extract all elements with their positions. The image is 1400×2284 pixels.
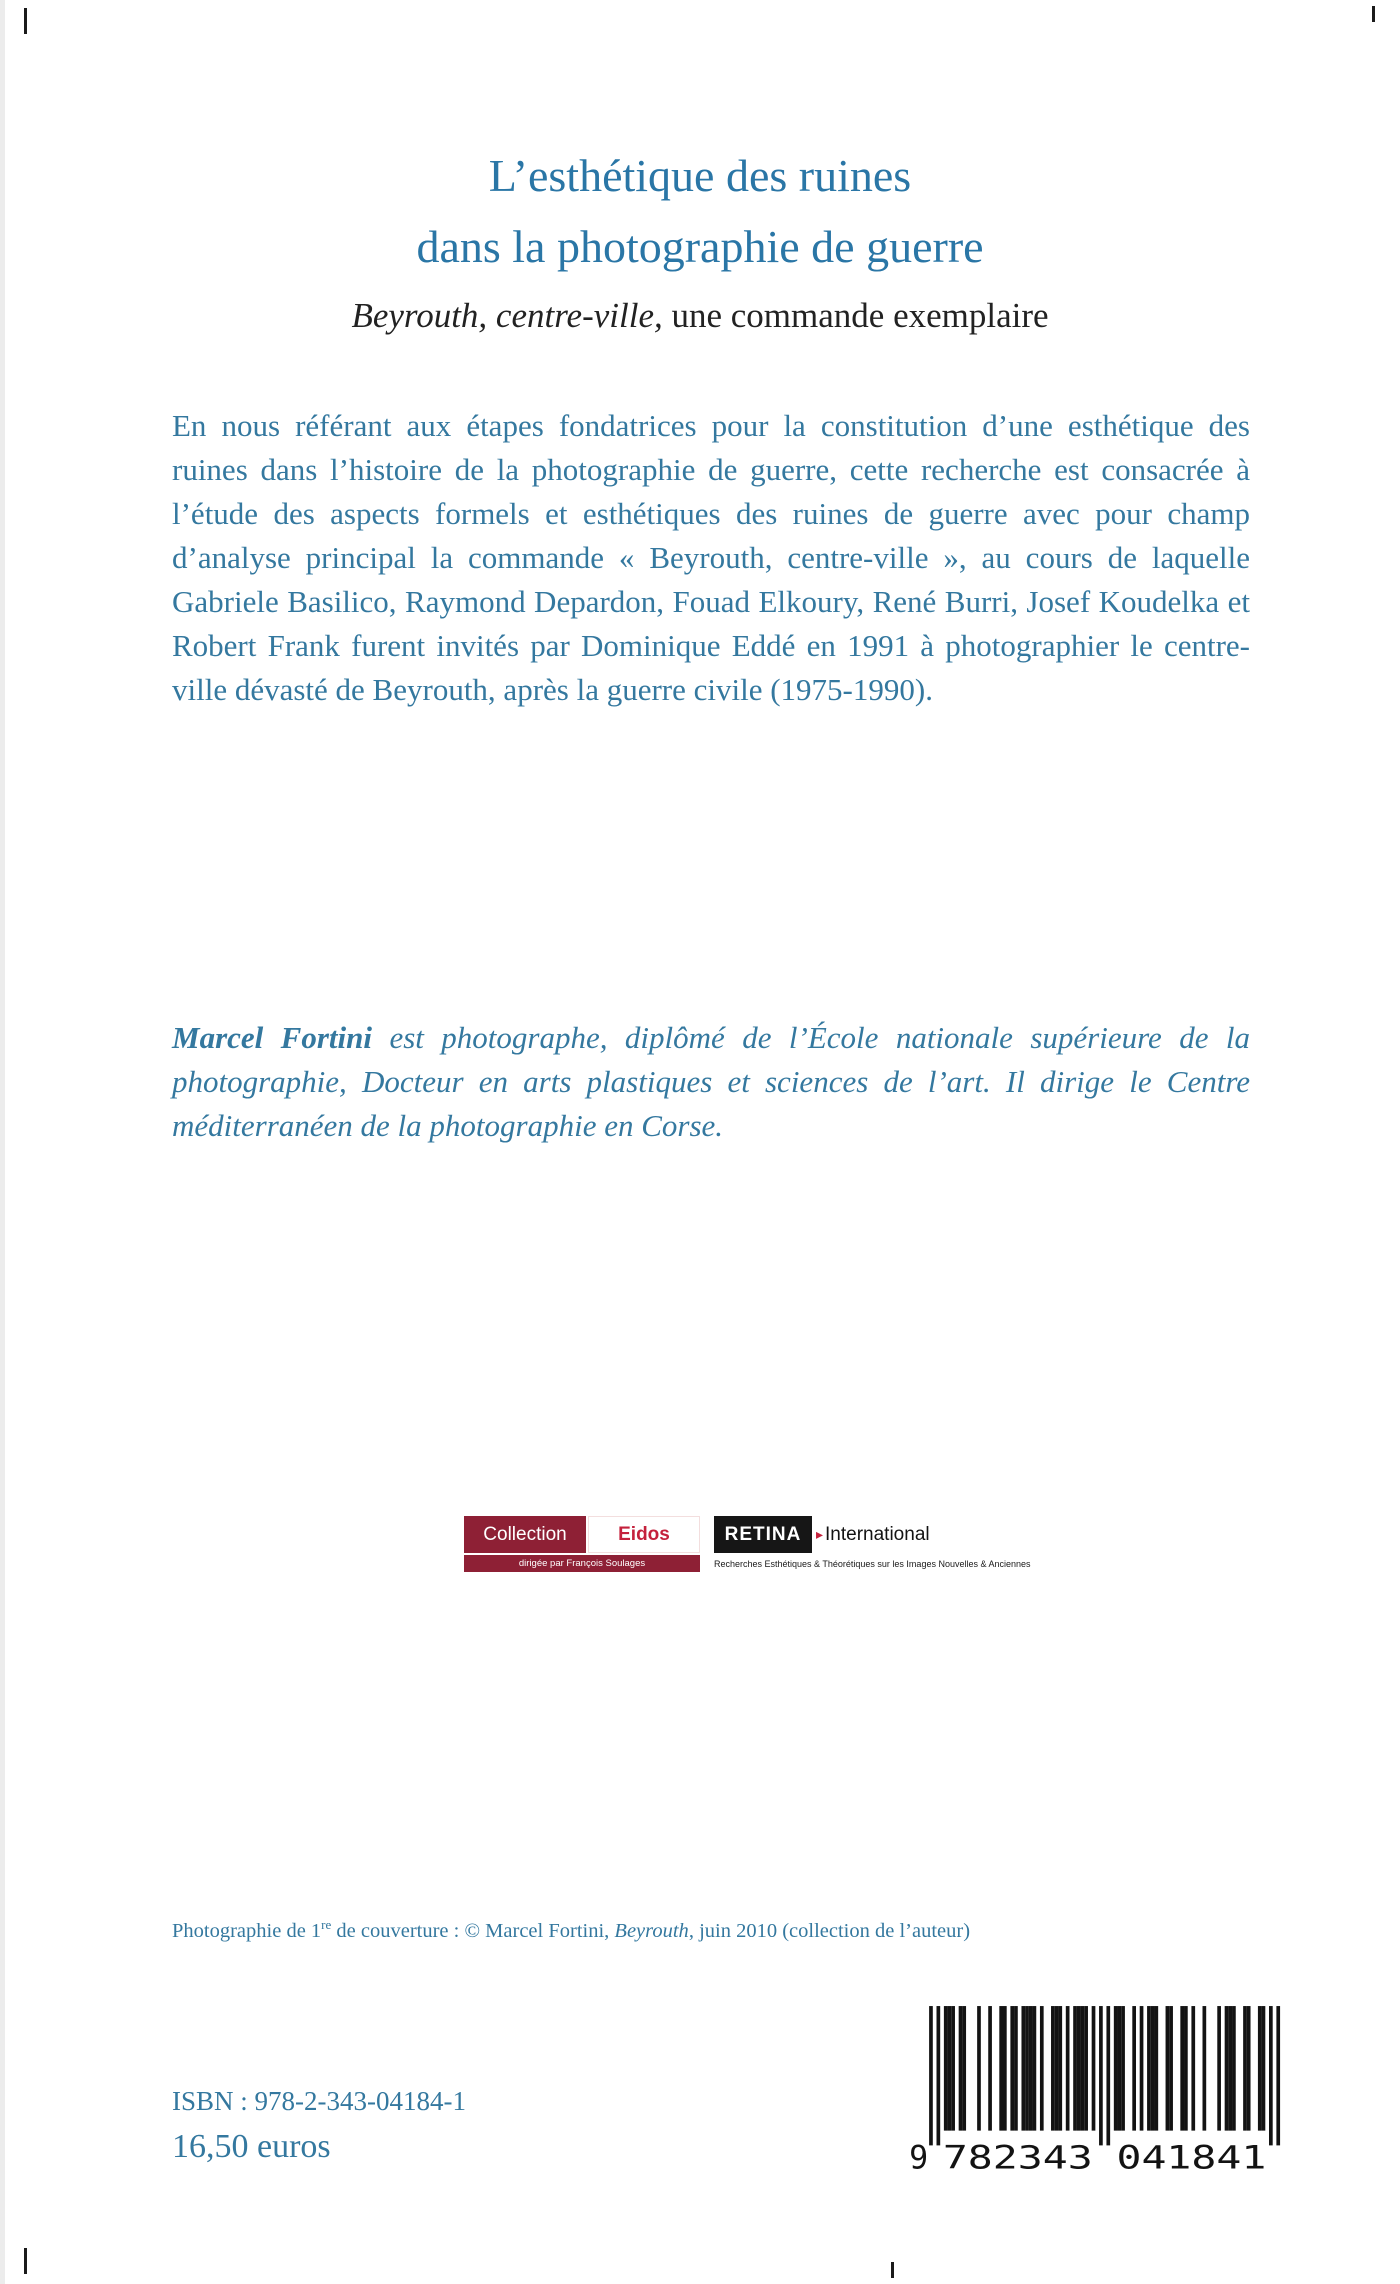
logo-row [464, 1516, 1031, 1553]
book-title-line1: L’esthétique des ruines [488, 150, 912, 201]
eidos-logo: Eidos [588, 1516, 700, 1553]
credit-part3: , juin 2010 (collection de l’auteur) [688, 1919, 971, 1942]
international-text: International [825, 1523, 930, 1545]
credit-part2: de couverture : © Marcel Fortini, [331, 1919, 615, 1942]
scan-edge-shade [0, 0, 5, 2284]
book-subtitle-italic: Beyrouth, centre-ville, [351, 296, 663, 335]
collection-subtext: dirigée par François Soulages [464, 1555, 700, 1572]
publisher-logos [464, 1516, 1031, 1572]
author-bio-text: est photographe, diplômé de l’École nationale supérieure de la photographie, Docteur en arts plastiques et sciences de l’art. Il dirige le Centre méditerranéen de la photographie en Corse. [172, 1020, 1250, 1144]
credit-part1: Photographie de 1 [172, 1919, 322, 1942]
retina-subtext: Recherches Esthétiques & Théorétiques sur les Images Nouvelles & Anciennes [714, 1558, 1031, 1569]
book-subtitle-regular: une commande exemplaire [662, 296, 1049, 335]
credit-italic: Beyrouth [614, 1919, 689, 1942]
svg-text:041841: 041841 [1116, 2140, 1267, 2175]
book-title-line2: dans la photographie de guerre [416, 221, 984, 273]
crop-mark [1372, 6, 1375, 22]
author-name: Marcel Fortini [172, 1020, 373, 1055]
crop-mark [24, 2248, 27, 2274]
logo-subrow [464, 1555, 1031, 1572]
barcode [908, 2006, 1288, 2180]
back-cover-abstract: En nous référant aux étapes fondatrices pour la constitution d’une esthétique des ruines dans l’histoire de la photographie de guerre, cette recherche est consacrée à l’étude des aspects formels et esthétiques des ruines de guerre avec pour champ d’analyse principal la commande « Beyrouth, centre-ville », au cours de laquelle Gabriele Basilico, Raymond Depardon, Fouad Elkoury, René Burri, Josef Koudelka et Robert Frank furent invités par Dominique Eddé en 1991 à photographier le centre-ville dévasté de Beyrouth, après la guerre civile (1975-1990). [172, 408, 1250, 708]
price-line: 16,50 euros [172, 2128, 331, 2165]
retina-international-label [816, 1516, 930, 1553]
author-bio [172, 1016, 1250, 1148]
svg-text:9: 9 [909, 2140, 929, 2175]
svg-text:782343: 782343 [942, 2140, 1093, 2175]
retina-logo: RETINA [714, 1516, 812, 1553]
collection-logo: Collection [464, 1516, 586, 1553]
credit-superscript: re [321, 1917, 332, 1932]
cover-photo-credit [172, 1917, 1252, 1943]
book-title [0, 140, 1400, 283]
crop-mark [24, 8, 27, 34]
isbn-line: ISBN : 978-2-343-04184-1 [172, 2086, 466, 2116]
book-subtitle [0, 296, 1400, 336]
barcode-svg [908, 2006, 1288, 2175]
crop-mark [891, 2262, 894, 2278]
arrow-right-icon: ▸ [816, 1526, 824, 1542]
